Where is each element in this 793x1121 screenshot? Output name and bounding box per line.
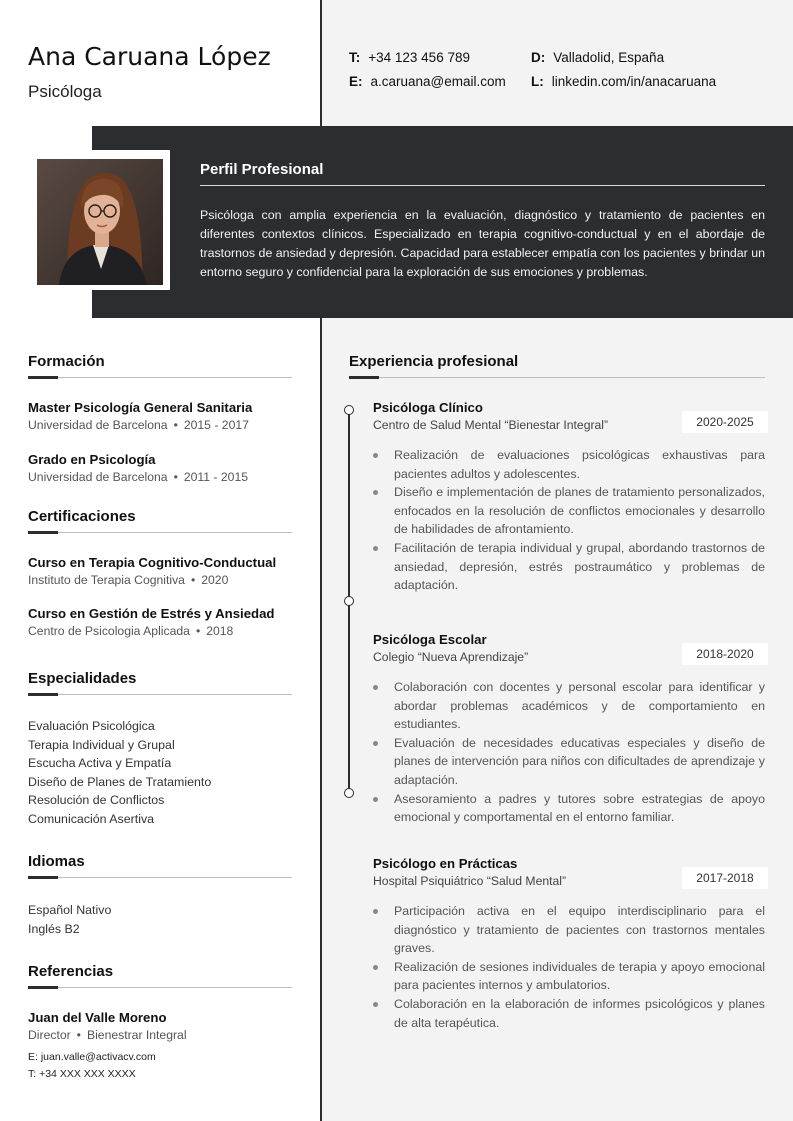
references-heading: Referencias [28, 963, 114, 980]
certification-issuer: Instituto de Terapia Cognitiva [28, 573, 185, 587]
reference-phone: T: +34 XXX XXX XXXX [28, 1068, 136, 1080]
contact-linkedin [531, 74, 716, 89]
profile-photo [37, 159, 163, 285]
candidate-title: Psicóloga [28, 82, 102, 101]
reference-company: Bienestrar Integral [86, 1028, 187, 1042]
job-bullet: Facilitación de terapia individual y grupal, abordando trastornos de ansiedad, depresión, estrés postraumático y problemas de adaptación. [373, 539, 765, 595]
column-divider-bottom [320, 318, 322, 1121]
job-bullet: Colaboración en la elaboración de informes psicológicos y planes de alta terapéutica. [373, 995, 765, 1032]
profile-heading: Perfil Profesional [200, 161, 324, 178]
education-school: Universidad de Barcelona [28, 470, 168, 484]
location-value: Valladolid, España [553, 50, 665, 65]
specialty-item: Evaluación Psicológica [28, 719, 155, 733]
certification-details [28, 624, 298, 638]
job-bullet: Asesoramiento a padres y tutores sobre estrategias de apoyo emocional y comportamental en el entorno familiar. [373, 790, 765, 827]
education-details [28, 470, 298, 484]
certification-year: 2018 [206, 624, 234, 638]
specialties-heading: Especialidades [28, 670, 137, 687]
linkedin-value: linkedin.com/in/anacaruana [551, 74, 717, 89]
job-bullets [373, 446, 765, 595]
profile-divider [200, 185, 765, 186]
separator-dot: • [76, 1028, 81, 1042]
column-divider-top [320, 0, 322, 126]
separator-dot: • [173, 470, 178, 484]
contact-phone [349, 50, 470, 65]
specialty-item: Diseño de Planes de Tratamiento [28, 774, 212, 789]
contact-email [349, 74, 506, 89]
reference-item [28, 1010, 298, 1042]
specialties-list [28, 717, 211, 829]
job-dates: 2018-2020 [682, 643, 768, 665]
reference-role: Director [28, 1028, 71, 1042]
job-bullet: Realización de sesiones individuales de terapia y apoyo emocional para pacientes internos y ambulatorios. [373, 958, 765, 995]
separator-dot: • [190, 573, 196, 587]
certification-details [28, 573, 298, 587]
reference-name: Juan del Valle Moreno [28, 1010, 167, 1025]
job-bullets [373, 902, 765, 1032]
candidate-name: Ana Caruana López [28, 42, 271, 71]
job-company: Centro de Salud Mental “Bienestar Integral” [373, 418, 609, 432]
reference-details [28, 1028, 298, 1042]
education-item [28, 452, 298, 484]
profile-summary: Psicóloga con amplia experiencia en la evaluación, diagnóstico y tratamiento de pacientes en diferentes contextos clínicos. Especializado en terapia cognitivo-conductual y en el abordaje de trastornos de ansiedad y depresión. Capacidad para establecer empatía con los pacientes y brindar un entorno seguro y confidencial para la exploración de sus emociones y problemas. [200, 208, 765, 279]
job-bullets [373, 678, 765, 827]
job-role: Psicóloga Escolar [373, 632, 487, 647]
phone-value: +34 123 456 789 [368, 50, 470, 65]
specialty-item: Terapia Individual y Grupal [28, 737, 175, 752]
certification-item [28, 555, 298, 587]
certification-name: Curso en Gestión de Estrés y Ansiedad [28, 606, 275, 621]
job-bullet: Realización de evaluaciones psicológicas exhaustivas para pacientes adultos y adolescentes. [373, 446, 765, 483]
language-item: Inglés B2 [28, 921, 80, 936]
languages-list [28, 901, 111, 938]
job-dates: 2017-2018 [682, 867, 768, 889]
job-bullet: Evaluación de necesidades educativas especiales y diseño de planes de intervención para niños con dificultades de aprendizaje y adaptación. [373, 734, 765, 790]
reference-email: E: juan.valle@activacv.com [28, 1051, 156, 1063]
separator-dot: • [195, 624, 201, 638]
linkedin-label: L: [531, 74, 544, 89]
job-bullet: Diseño e implementación de planes de tratamiento personalizados, enfocados en la resolución de conflictos emocionales y desarrollo de habilidades de afrontamiento. [373, 483, 765, 539]
education-degree: Grado en Psicología [28, 452, 156, 467]
education-years: 2011 - 2015 [183, 470, 248, 484]
education-school: Universidad de Barcelona [28, 418, 168, 432]
timeline-node [344, 788, 354, 798]
education-degree: Master Psicología General Sanitaria [28, 400, 253, 415]
certifications-divider [28, 532, 292, 533]
portrait-image [37, 159, 163, 285]
education-item [28, 400, 298, 432]
reference-contact [28, 1049, 156, 1083]
specialty-item: Comunicación Asertiva [28, 811, 155, 826]
certifications-heading: Certificaciones [28, 508, 136, 525]
contact-location [531, 50, 664, 65]
email-label: E: [349, 74, 363, 89]
job-bullet: Colaboración con docentes y personal escolar para identificar y abordar problemas académicos y de comportamiento en estudiantes. [373, 678, 765, 734]
separator-dot: • [173, 418, 178, 432]
languages-heading: Idiomas [28, 853, 85, 870]
certification-issuer: Centro de Psicologia Aplicada [28, 624, 190, 638]
job-role: Psicólogo en Prácticas [373, 856, 518, 871]
job-company: Hospital Psiquiátrico “Salud Mental” [373, 874, 567, 888]
specialties-divider [28, 694, 292, 695]
education-divider [28, 377, 292, 378]
job-company: Colegio “Nueva Aprendizaje” [373, 650, 529, 664]
job-bullet: Participación activa en el equipo interdisciplinario para el diagnóstico y tratamiento de pacientes con trastornos mentales graves. [373, 902, 765, 958]
language-item: Español Nativo [28, 903, 112, 917]
phone-label: T: [349, 50, 361, 65]
timeline-node [344, 596, 354, 606]
email-value: a.caruana@email.com [370, 74, 506, 89]
education-heading: Formación [28, 353, 105, 370]
certification-year: 2020 [201, 573, 229, 587]
timeline-node [344, 405, 354, 415]
job-dates: 2020-2025 [682, 411, 768, 433]
certification-item [28, 606, 298, 638]
education-years: 2015 - 2017 [183, 418, 249, 432]
education-details [28, 418, 298, 432]
location-label: D: [531, 50, 546, 65]
languages-divider [28, 877, 292, 878]
certification-name: Curso en Terapia Cognitivo-Conductual [28, 555, 277, 570]
specialty-item: Escucha Activa y Empatía [28, 756, 172, 771]
specialty-item: Resolución de Conflictos [28, 793, 165, 808]
experience-divider [349, 377, 765, 378]
job-role: Psicóloga Clínico [373, 400, 483, 415]
references-divider [28, 987, 292, 988]
experience-heading: Experiencia profesional [349, 353, 519, 370]
